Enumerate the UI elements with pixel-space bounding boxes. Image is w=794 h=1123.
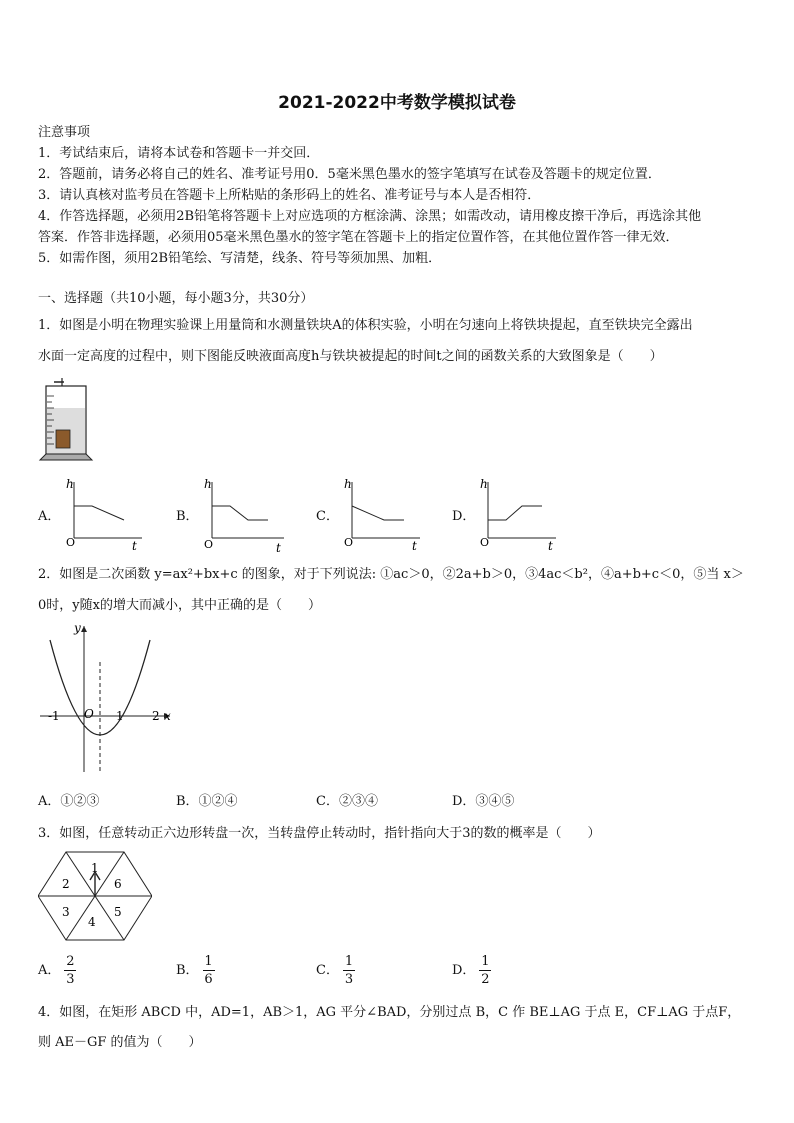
tick-minus-1: -1 xyxy=(48,709,60,723)
svg-text:O: O xyxy=(204,538,214,551)
svg-text:O: O xyxy=(344,536,354,549)
svg-text:t: t xyxy=(276,541,281,552)
y-axis-label: y xyxy=(74,621,81,635)
parabola-graph xyxy=(36,620,176,780)
svg-text:h: h xyxy=(344,477,352,491)
sector-6: 6 xyxy=(114,877,122,891)
q2-text-line2: 0时，y随x的增大而减小，其中正确的是（ ） xyxy=(38,598,321,613)
q3-text-line1: 3．如图，任意转动正六边形转盘一次，当转盘停止转动时，指针指向大于3的数的概率是（ ） xyxy=(38,826,601,841)
q1-option-b[interactable]: B． xyxy=(176,509,199,524)
notice-item-4-cont: 答案．作答非选择题，必须用05毫米黑色墨水的签字笔在答题卡上的指定位置作答，在其他位置作答一律无效． xyxy=(38,230,679,245)
q3-option-a[interactable]: A． $\frac{2}{3}$ xyxy=(38,954,75,987)
svg-text:O: O xyxy=(480,536,490,549)
q1-graph-b xyxy=(200,476,288,552)
origin-label: O xyxy=(66,536,76,549)
tick-2: 2 xyxy=(152,709,160,723)
notice-item-5: 5．如需作图，须用2B铅笔绘、写清楚，线条、符号等须加黑、加粗． xyxy=(38,251,442,266)
notice-item-4: 4．作答选择题，必须用2B铅笔将答题卡上对应选项的方框涂满、涂黑；如需改动，请用橡皮擦干净后，再选涂其他 xyxy=(38,209,702,224)
sector-2: 2 xyxy=(62,877,70,891)
q3-option-b[interactable]: B． $\frac{1}{6}$ xyxy=(176,954,213,987)
sector-3: 3 xyxy=(62,905,70,919)
notice-heading: 注意事项 xyxy=(38,125,91,140)
notice-item-1: 1．考试结束后，请将本试卷和答题卡一并交回． xyxy=(38,146,320,161)
axis-h-label: h xyxy=(66,477,74,491)
notice-item-3: 3．请认真核对监考员在答题卡上所粘贴的条形码上的姓名、准考证号与本人是否相符． xyxy=(38,188,541,203)
q4-text-line1: 4．如图，在矩形 ABCD 中，AD=1，AB＞1，AG 平分∠BAD，分别过点 B，C 作 BE⊥AG 于点 E，CF⊥AG 于点F， xyxy=(38,1005,741,1020)
q3-option-d[interactable]: D． $\frac{1}{2}$ xyxy=(452,954,490,987)
q3-option-c[interactable]: C． $\frac{1}{3}$ xyxy=(316,954,354,987)
sector-5: 5 xyxy=(114,905,122,919)
svg-text:h: h xyxy=(204,477,212,491)
q2-option-a[interactable]: A．①②③ xyxy=(38,794,100,809)
origin-label: O xyxy=(84,707,94,721)
q4-text-line2: 则 AE－GF 的值为（ ） xyxy=(38,1035,202,1050)
hexagon-spinner xyxy=(38,846,152,946)
sector-1: 1 xyxy=(91,861,99,875)
q1-option-d[interactable]: D． xyxy=(452,509,476,524)
svg-text:t: t xyxy=(412,539,417,552)
q1-graph-c xyxy=(340,476,424,552)
sector-4: 4 xyxy=(88,915,96,929)
q2-option-b[interactable]: B．①②④ xyxy=(176,794,238,809)
notice-item-2: 2．答题前，请务必将自己的姓名、准考证号用0．5毫米黑色墨水的签字笔填写在试卷及答题卡的规定位置． xyxy=(38,167,661,182)
tick-1: 1 xyxy=(116,709,124,723)
page-title: 2021-2022中考数学模拟试卷 xyxy=(278,93,516,113)
svg-text:h: h xyxy=(480,477,488,491)
q2-option-d[interactable]: D．③④⑤ xyxy=(452,794,515,809)
x-axis-label: x xyxy=(164,709,171,723)
q2-option-c[interactable]: C．②③④ xyxy=(316,794,378,809)
q1-option-a[interactable]: A． xyxy=(38,509,61,524)
q1-text-line2: 水面一定高度的过程中，则下图能反映液面高度h与铁块被提起的时间t之间的函数关系的大致图象是（ ） xyxy=(38,349,663,364)
q1-graph-d xyxy=(476,476,560,552)
section-heading: 一、选择题（共10小题，每小题3分，共30分） xyxy=(38,291,314,306)
q1-option-c[interactable]: C． xyxy=(316,509,339,524)
graduated-cylinder-figure xyxy=(38,376,98,466)
q1-text-line1: 1．如图是小明在物理实验课上用量筒和水测量铁块A的体积实验，小明在匀速向上将铁块提起，直至铁块完全露出 xyxy=(38,318,693,333)
svg-text:t: t xyxy=(548,539,553,552)
q1-graph-a xyxy=(62,476,146,552)
axis-t-label: t xyxy=(132,539,137,552)
q2-text-line1: 2．如图是二次函数 y=ax²+bx+c 的图象，对于下列说法: ①ac＞0，②2a+b＞0，③4ac＜b²，④a+b+c＜0，⑤当 x＞ xyxy=(38,567,744,582)
